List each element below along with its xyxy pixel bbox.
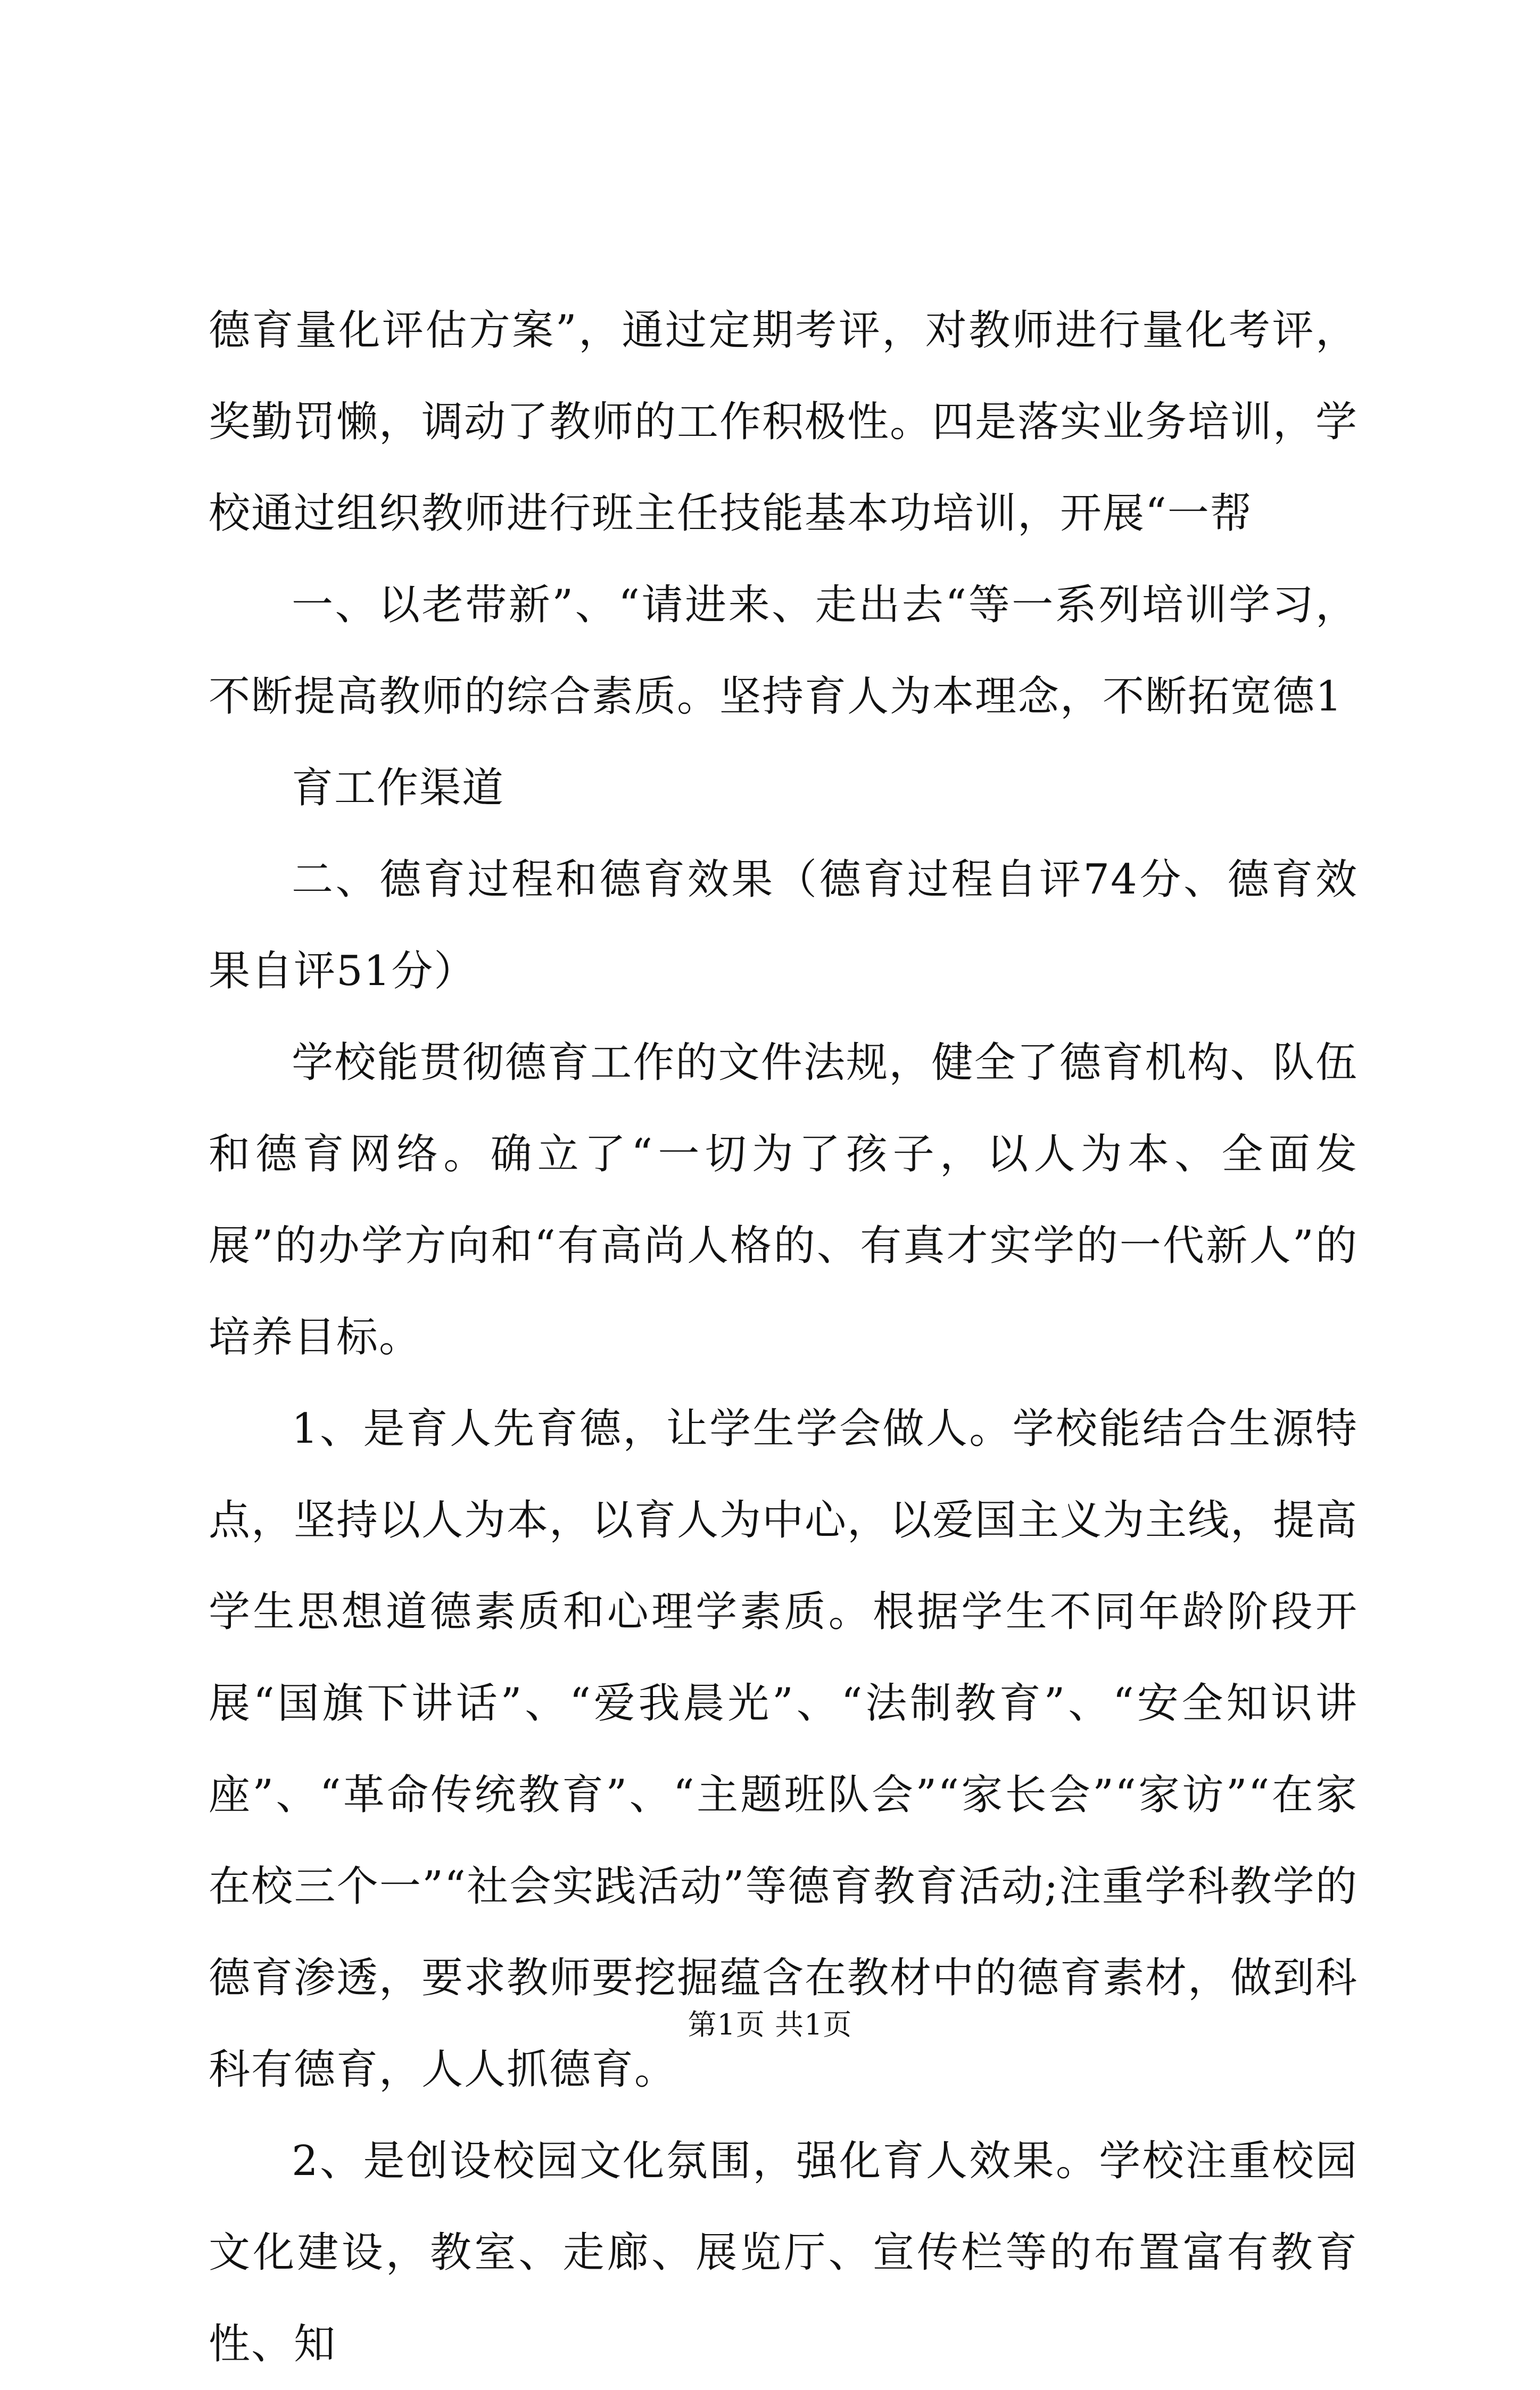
paragraph-2: 一、以老带新”、“请进来、走出去“等一系列培训学习，不断提高教师的综合素质。坚持育人为本理念，不断拓宽德1 <box>209 581 1358 721</box>
paragraph-1: 德育量化评估方案”，通过定期考评，对教师进行量化考评，奖勤罚懒，调动了教师的工作积极性。四是落实业务培训，学校通过组织教师进行班主任技能基本功培训，开展“一帮 <box>209 307 1359 537</box>
paragraph-3: 育工作渠道 <box>292 764 505 812</box>
paragraph-7: 2、是创设校园文化氛围，强化育人效果。学校注重校园文化建设，教室、走廊、展览厅、宣传栏等的布置富有教育性、知 <box>209 2137 1358 2368</box>
document-body <box>209 285 1358 2390</box>
paragraph-5: 学校能贯彻德育工作的文件法规，健全了德育机构、队伍和德育网络。确立了“一切为了孩子，以人为本、全面发展”的办学方向和“有高尚人格的、有真才实学的一代新人”的培养目标。 <box>209 1039 1358 1361</box>
page-number-footer: 第1页 共1页 <box>688 2008 852 2041</box>
paragraph-4: 二、德育过程和德育效果（德育过程自评74分、德育效果自评51分） <box>209 856 1358 995</box>
paragraph-6: 1、是育人先育德，让学生学会做人。学校能结合生源特点，坚持以人为本，以育人为中心，以爱国主义为主线，提高学生思想道德素质和心理学素质。根据学生不同年龄阶段开展“国旗下讲话”、“爱我晨光”、“法制教育”、“安全知识讲座”、“革命传统教育”、“主题班队会”“家长会”“家访”“在家在校三个一”“社会实践活动”等德育教育活动;注重学科教学的德育渗透，要求教师要挖掘蕴含在教材中的德育素材，做到科科有德育，人人抓德育。 <box>209 1405 1359 2094</box>
